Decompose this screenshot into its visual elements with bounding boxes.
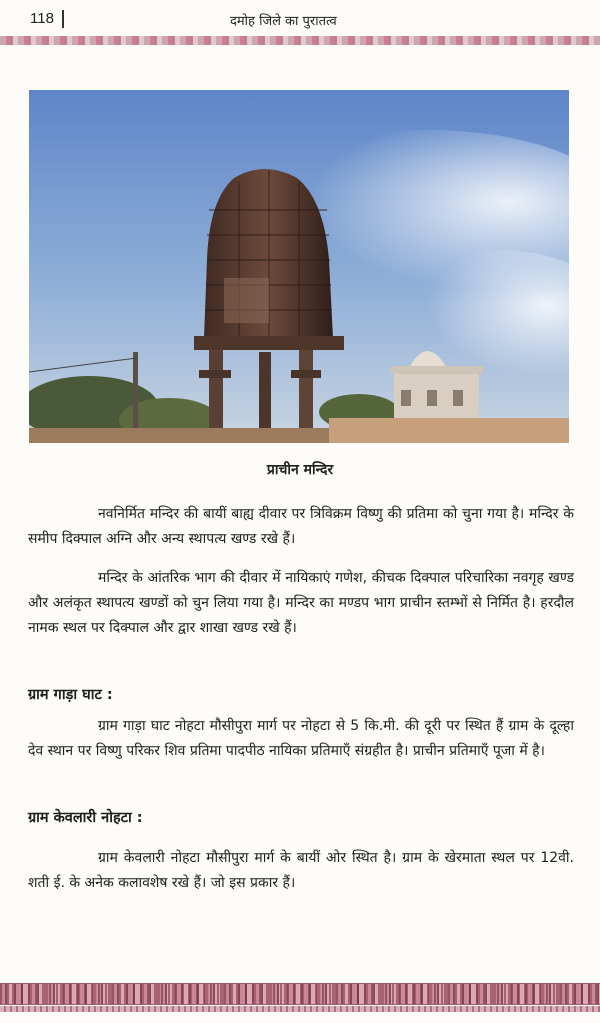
paragraph-2: मन्दिर के आंतरिक भाग की दीवार में नायिकाएं गणेश, कीचक दिक्पाल परिचारिका नवगृह खण्ड और अलंकृत स्थापत्य खण्डों को चुन लिया गया है। मन्दिर का मण्डप भाग प्राचीन स्तम्भों से निर्मित है। हरदौल नामक स्थल पर दिक्पाल और द्वार शाखा खण्ड रखे हैं। [28, 570, 574, 636]
page-header [0, 0, 600, 48]
temple-photo [29, 90, 569, 443]
section-text-kewlari-nohta: ग्राम केवलारी नोहटा मौसीपुरा मार्ग के बायीं ओर स्थित है। ग्राम के खेरमाता स्थल पर 12वी. शती ई. के अनेक कलावशेष रखे हैं। जो इस प्रकार हैं। [28, 850, 574, 891]
section-heading-gada-ghat: ग्राम गाड़ा घाट : [28, 687, 113, 703]
temple-illustration [29, 90, 569, 443]
bottom-decorative-strip [0, 1006, 600, 1012]
figure-caption: प्राचीन मन्दिर [266, 462, 334, 478]
section-text-gada-ghat: ग्राम गाड़ा घाट नोहटा मौसीपुरा मार्ग पर नोहटा से 5 कि.मी. की दूरी पर स्थित हैं ग्राम के दूल्हा देव स्थान पर विष्णु परिकर शिव प्रतिमा पादपीठ नायिका प्रतिमाएँ संग्रहीत है। प्राचीन प्रतिमाएँ पूजा में है। [28, 718, 574, 759]
top-decorative-border [0, 36, 600, 45]
page-number-divider [62, 10, 64, 28]
page-number: 118 [30, 10, 54, 27]
bottom-decorative-border [0, 983, 600, 1005]
running-title: दमोह जिले का पुरातत्व [230, 14, 337, 29]
paragraph-1: नवनिर्मित मन्दिर की बायीं बाह्य दीवार पर त्रिविक्रम विष्णु की प्रतिमा को चुना गया है। मन्दिर के समीप दिक्पाल अग्नि और अन्य स्थापत्य खण्ड रखे हैं। [28, 506, 574, 547]
section-heading-kewlari-nohta: ग्राम केवलारी नोहटा : [28, 810, 143, 826]
